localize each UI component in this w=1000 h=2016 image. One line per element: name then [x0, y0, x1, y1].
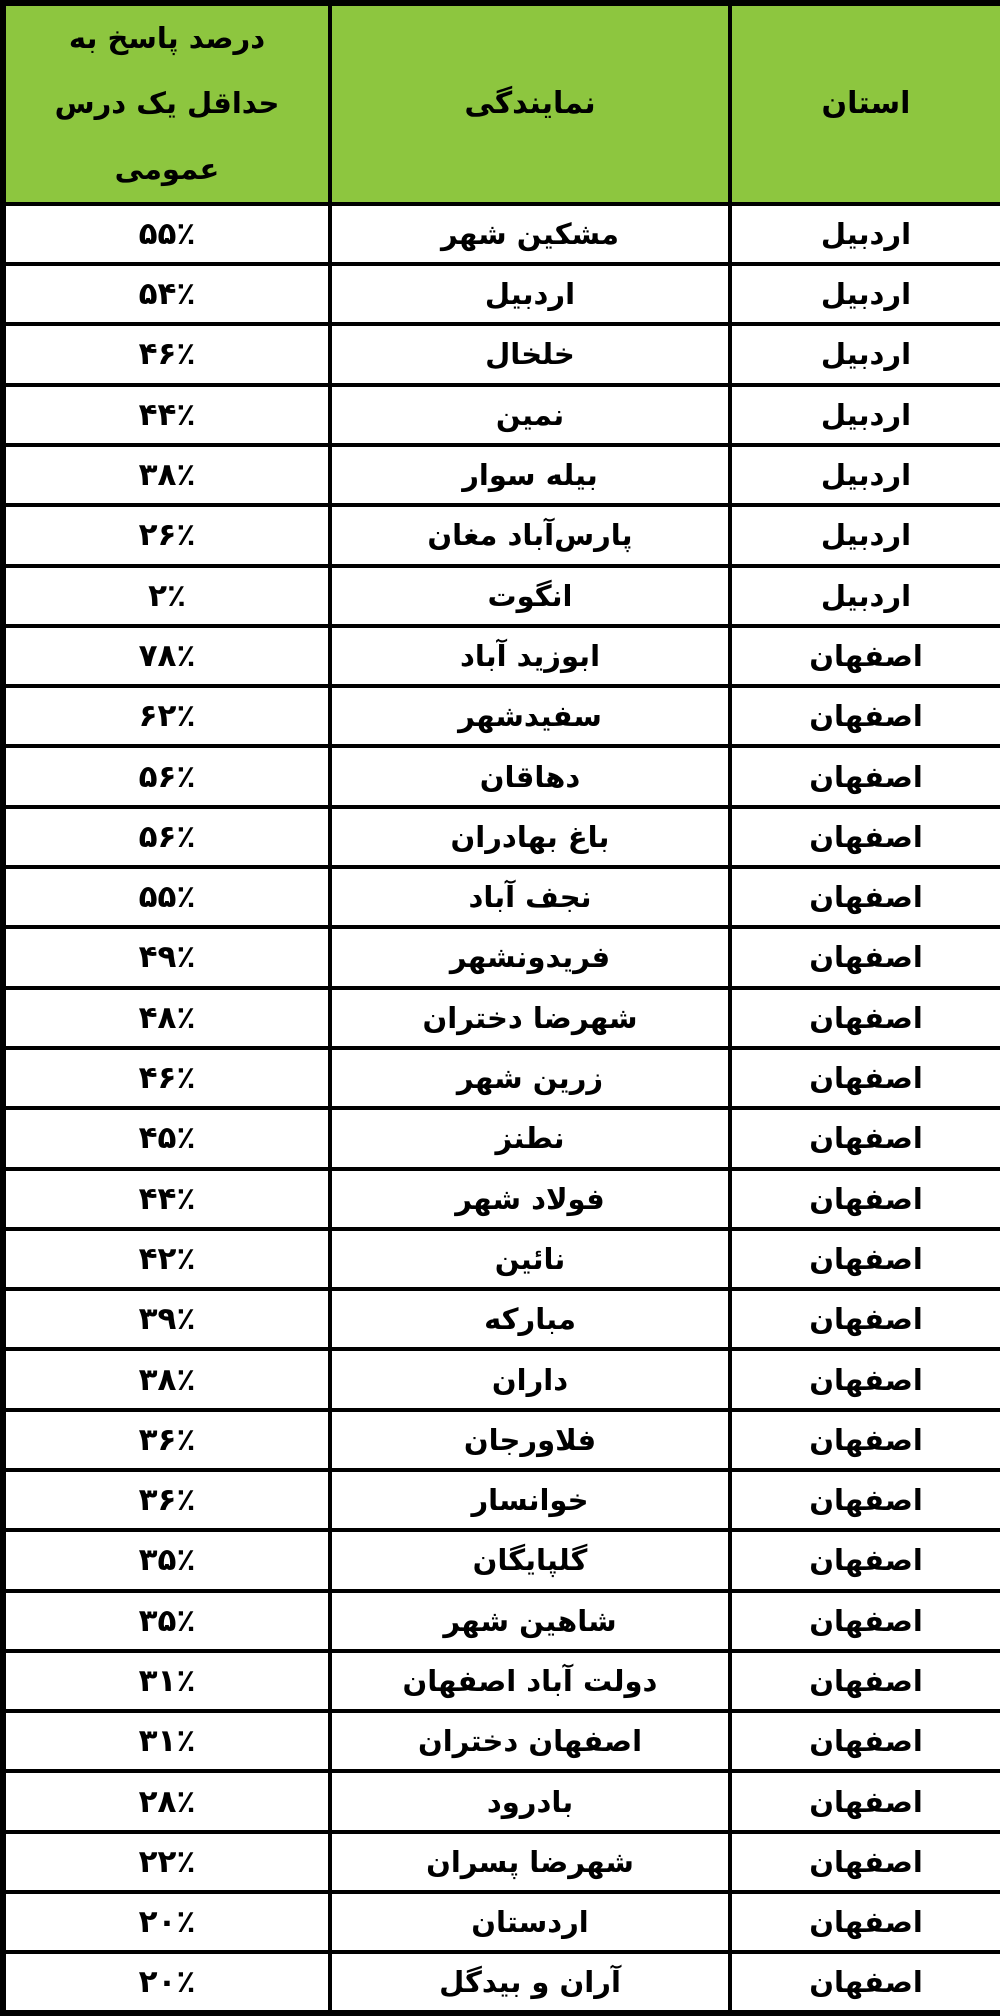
table-row: [3, 1410, 1000, 1470]
branch-cell: بیله سوار: [330, 445, 730, 505]
percent-cell: ۴۴٪: [3, 385, 330, 445]
province-cell: اردبیل: [730, 324, 1000, 384]
percent-cell: ۲۲٪: [3, 1832, 330, 1892]
province-cell: اصفهان: [730, 1169, 1000, 1229]
branch-cell: فلاورجان: [330, 1410, 730, 1470]
branch-cell: پارس‌آباد مغان: [330, 505, 730, 565]
percent-cell: ۳۸٪: [3, 1349, 330, 1409]
table-row: [3, 324, 1000, 384]
table-row: [3, 264, 1000, 324]
percent-cell: ۵۴٪: [3, 264, 330, 324]
percent-cell: ۳۸٪: [3, 445, 330, 505]
province-cell: اصفهان: [730, 1892, 1000, 1952]
percent-cell: ۷۸٪: [3, 626, 330, 686]
province-cell: اصفهان: [730, 807, 1000, 867]
percent-cell: ۴۶٪: [3, 324, 330, 384]
percent-cell: ۳۱٪: [3, 1651, 330, 1711]
branch-cell: ابوزید آباد: [330, 626, 730, 686]
branch-cell: بادرود: [330, 1771, 730, 1831]
percent-cell: ۳۱٪: [3, 1711, 330, 1771]
table-row: [3, 1229, 1000, 1289]
percent-cell: ۲۰٪: [3, 1892, 330, 1952]
province-cell: اصفهان: [730, 1349, 1000, 1409]
branch-cell: نطنز: [330, 1108, 730, 1168]
province-cell: اصفهان: [730, 1229, 1000, 1289]
table-row: [3, 1169, 1000, 1229]
branch-cell: انگوت: [330, 566, 730, 626]
table-row: [3, 1530, 1000, 1590]
table-body: [3, 204, 1000, 2013]
branch-cell: گلپایگان: [330, 1530, 730, 1590]
branch-cell: فولاد شهر: [330, 1169, 730, 1229]
table-row: [3, 566, 1000, 626]
table-row: [3, 867, 1000, 927]
percent-cell: ۳۹٪: [3, 1289, 330, 1349]
branch-cell: خلخال: [330, 324, 730, 384]
table-row: [3, 1832, 1000, 1892]
province-cell: اصفهان: [730, 1832, 1000, 1892]
branch-cell: شهرضا دختران: [330, 988, 730, 1048]
percent-cell: ۲۰٪: [3, 1952, 330, 2013]
branch-cell: نمین: [330, 385, 730, 445]
branch-cell: اردبیل: [330, 264, 730, 324]
table-row: [3, 1289, 1000, 1349]
header-province: استان: [730, 3, 1000, 204]
percent-cell: ۵۵٪: [3, 867, 330, 927]
province-cell: اصفهان: [730, 1470, 1000, 1530]
province-cell: اصفهان: [730, 1651, 1000, 1711]
header-branch: نمایندگی: [330, 3, 730, 204]
province-cell: اصفهان: [730, 1771, 1000, 1831]
table-row: [3, 1651, 1000, 1711]
province-cell: اصفهان: [730, 1530, 1000, 1590]
table-row: [3, 1108, 1000, 1168]
branch-cell: دهاقان: [330, 746, 730, 806]
table-row: [3, 1048, 1000, 1108]
branch-cell: زرین شهر: [330, 1048, 730, 1108]
table-row: [3, 204, 1000, 264]
percent-cell: ۴۵٪: [3, 1108, 330, 1168]
percent-cell: ۲۶٪: [3, 505, 330, 565]
header-percent: درصد پاسخ به حداقل یک درس عمومی: [3, 3, 330, 204]
province-cell: اصفهان: [730, 1410, 1000, 1470]
branch-cell: نائین: [330, 1229, 730, 1289]
table-row: [3, 1470, 1000, 1530]
percent-cell: ۳۵٪: [3, 1591, 330, 1651]
branch-cell: اردستان: [330, 1892, 730, 1952]
province-cell: اصفهان: [730, 686, 1000, 746]
table-row: [3, 626, 1000, 686]
branch-cell: شاهین شهر: [330, 1591, 730, 1651]
table-row: [3, 445, 1000, 505]
branch-cell: نجف آباد: [330, 867, 730, 927]
header-row: [3, 3, 1000, 204]
percent-cell: ۴۶٪: [3, 1048, 330, 1108]
percent-cell: ۵۶٪: [3, 807, 330, 867]
province-cell: اصفهان: [730, 1289, 1000, 1349]
province-cell: اصفهان: [730, 927, 1000, 987]
province-cell: اصفهان: [730, 1711, 1000, 1771]
table-row: [3, 988, 1000, 1048]
percent-cell: ۴۲٪: [3, 1229, 330, 1289]
province-cell: اردبیل: [730, 264, 1000, 324]
table-row: [3, 1771, 1000, 1831]
branch-cell: داران: [330, 1349, 730, 1409]
province-cell: اصفهان: [730, 1952, 1000, 2013]
province-cell: اردبیل: [730, 385, 1000, 445]
province-cell: اردبیل: [730, 204, 1000, 264]
branch-cell: مشکین شهر: [330, 204, 730, 264]
province-cell: اصفهان: [730, 746, 1000, 806]
table-row: [3, 927, 1000, 987]
percent-cell: ۴۴٪: [3, 1169, 330, 1229]
percent-cell: ۳۶٪: [3, 1410, 330, 1470]
table-row: [3, 1892, 1000, 1952]
branch-cell: اصفهان دختران: [330, 1711, 730, 1771]
percent-cell: ۴۸٪: [3, 988, 330, 1048]
table-row: [3, 1349, 1000, 1409]
table-row: [3, 1591, 1000, 1651]
branch-cell: شهرضا پسران: [330, 1832, 730, 1892]
branch-cell: خوانسار: [330, 1470, 730, 1530]
branch-cell: سفیدشهر: [330, 686, 730, 746]
percent-cell: ۳۶٪: [3, 1470, 330, 1530]
province-cell: اردبیل: [730, 566, 1000, 626]
table-row: [3, 807, 1000, 867]
table-row: [3, 1952, 1000, 2013]
branch-cell: فریدونشهر: [330, 927, 730, 987]
table-row: [3, 1711, 1000, 1771]
percent-cell: ۴۹٪: [3, 927, 330, 987]
percent-cell: ۶۲٪: [3, 686, 330, 746]
percent-cell: ۲۸٪: [3, 1771, 330, 1831]
province-cell: اصفهان: [730, 1048, 1000, 1108]
branch-cell: آران و بیدگل: [330, 1952, 730, 2013]
table-row: [3, 385, 1000, 445]
province-cell: اصفهان: [730, 626, 1000, 686]
percent-cell: ۵۵٪: [3, 204, 330, 264]
province-cell: اصفهان: [730, 988, 1000, 1048]
table-row: [3, 686, 1000, 746]
table-row: [3, 505, 1000, 565]
branch-cell: دولت آباد اصفهان: [330, 1651, 730, 1711]
percent-cell: ۳۵٪: [3, 1530, 330, 1590]
percent-cell: ۵۶٪: [3, 746, 330, 806]
province-cell: اردبیل: [730, 505, 1000, 565]
branch-cell: باغ بهادران: [330, 807, 730, 867]
table-header: [3, 3, 1000, 204]
percent-cell: ۲٪: [3, 566, 330, 626]
branch-cell: مبارکه: [330, 1289, 730, 1349]
province-cell: اصفهان: [730, 1108, 1000, 1168]
province-cell: اردبیل: [730, 445, 1000, 505]
province-cell: اصفهان: [730, 867, 1000, 927]
province-cell: اصفهان: [730, 1591, 1000, 1651]
table-row: [3, 746, 1000, 806]
